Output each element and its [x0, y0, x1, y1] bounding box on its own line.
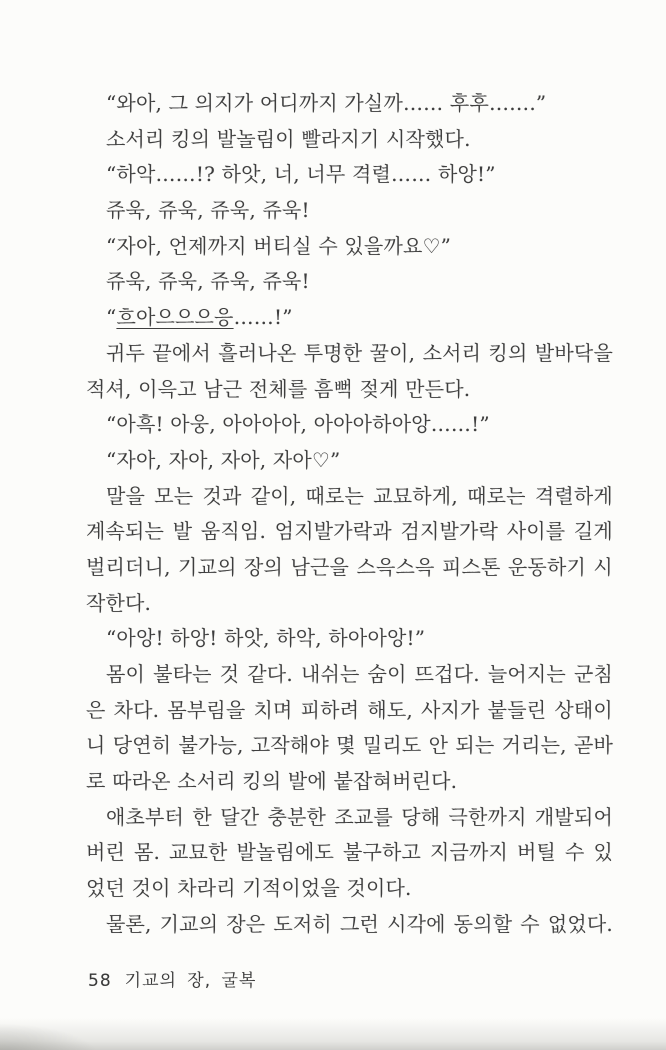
text-line: “자아, 자아, 자아, 자아♡” [106, 447, 341, 472]
page-bottom-shadow [0, 1018, 666, 1050]
text-line: 말을 모는 것과 같이, 때로는 교묘하게, 때로는 격렬하게 [106, 483, 613, 508]
text-line: 버린 몸. 교묘한 발놀림에도 불구하고 지금까지 버틸 수 있 [86, 840, 613, 865]
text-line: 소서리 킹의 발놀림이 빨라지기 시작했다. [106, 126, 471, 151]
running-title: 기교의 장, 굴복 [124, 971, 257, 991]
text-line: “흐아으으으응……!” [106, 305, 293, 330]
text-line: “아앙! 하앙! 하앗, 하악, 하아아앙!” [106, 626, 426, 651]
text-line: 애초부터 한 달간 충분한 조교를 당해 극한까지 개발되어 [106, 804, 613, 829]
text-line: 은 차다. 몸부림을 치며 피하려 해도, 사지가 붙들린 상태이 [86, 697, 613, 722]
text-line: 작한다. [86, 590, 152, 615]
text-line: 쥬욱, 쥬욱, 쥬욱, 쥬욱! [106, 198, 310, 223]
page-number: 58 [88, 971, 112, 991]
text-line: 벌리더니, 기교의 장의 남근을 스윽스윽 피스톤 운동하기 시 [86, 554, 613, 579]
text-line: 니 당연히 불가능, 고작해야 몇 밀리도 안 되는 거리는, 곧바 [86, 733, 613, 758]
text-line: 쥬욱, 쥬욱, 쥬욱, 쥬욱! [106, 269, 310, 294]
text-line: 계속되는 발 움직임. 엄지발가락과 검지발가락 사이를 길게 [86, 519, 613, 544]
text-line: “아흑! 아웅, 아아아아, 아아아하아앙……!” [106, 412, 490, 437]
text-line: 로 따라온 소서리 킹의 발에 붙잡혀버린다. [86, 769, 458, 794]
text-line: 물론, 기교의 장은 도저히 그런 시각에 동의할 수 없었다. [106, 911, 613, 936]
text-line: 적셔, 이윽고 남근 전체를 흠뻑 젖게 만든다. [86, 376, 471, 401]
text-line: “와아, 그 의지가 어디까지 가실까…… 후후…….” [106, 91, 547, 115]
text-line: “자아, 언제까지 버티실 수 있을까요♡” [106, 233, 452, 258]
text-line: 귀두 끝에서 흘러나온 투명한 꿀이, 소서리 킹의 발바닥을 [106, 340, 613, 365]
page-footer [88, 969, 256, 993]
text-block [86, 86, 613, 943]
text-line: “하악……!? 하앗, 너, 너무 격렬…… 하앙!” [106, 162, 496, 187]
text-line: 었던 것이 차라리 기적이었을 것이다. [86, 876, 412, 901]
text-line: 몸이 불타는 것 같다. 내쉬는 숨이 뜨겁다. 늘어지는 군침 [106, 662, 613, 686]
